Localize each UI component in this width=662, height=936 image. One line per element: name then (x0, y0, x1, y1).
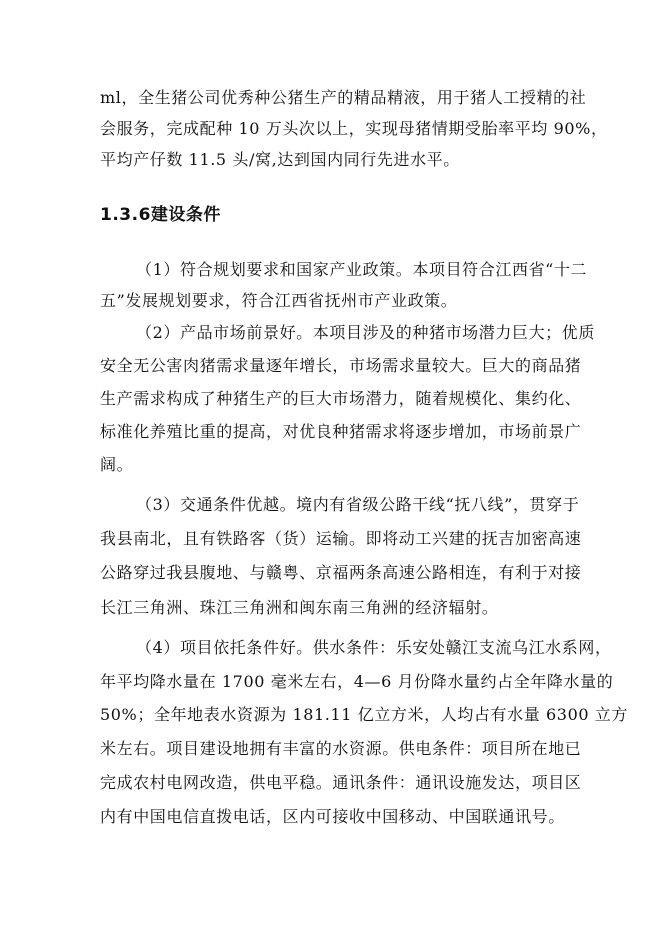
paragraph-2-line-1: （2）产品市场前景好。本项目涉及的种猪市场潜力巨大；优质 (136, 323, 595, 342)
paragraph-1-line-2: 五”发展规划要求，符合江西省抚州市产业政策。 (100, 291, 458, 310)
paragraph-3-line-4: 长江三角洲、珠江三角洲和闽东南三角洲的经济辐射。 (100, 598, 499, 617)
paragraph-2-line-2: 安全无公害肉猪需求量逐年增长，市场需求量较大。巨大的商品猪 (100, 356, 582, 375)
intro-line-1: ml，全生猪公司优秀种公猪生产的精品精液，用于猪人工授精的社 (100, 88, 587, 107)
paragraph-3-line-3: 公路穿过我县腹地、与赣粤、京福两条高速公路相连，有利于对接 (100, 563, 582, 582)
section-heading: 1.3.6建设条件 (100, 205, 221, 225)
paragraph-4-line-1: （4）项目依托条件好。供水条件：乐安处赣江支流乌江水系网， (136, 638, 612, 657)
intro-line-2: 会服务，完成配种 10 万头次以上，实现母猪情期受胎率平均 90%， (100, 119, 608, 138)
paragraph-4-line-4: 米左右。项目建设地拥有丰富的水资源。供电条件：项目所在地已 (100, 739, 582, 758)
paragraph-4-line-6: 内有中国电信直拨电话，区内可接收中国移动、中国联通讯号。 (100, 807, 565, 826)
paragraph-1-line-1: （1）符合规划要求和国家产业政策。本项目符合江西省“十二 (136, 260, 588, 279)
paragraph-2-line-3: 生产需求构成了种猪生产的巨大市场潜力，随着规模化、集约化、 (100, 389, 582, 408)
paragraph-3-line-1: （3）交通条件优越。境内有省级公路干线“抚八线”，贯穿于 (136, 495, 580, 514)
intro-line-3: 平均产仔数 11.5 头/窝,达到国内同行先进水平。 (100, 150, 460, 169)
paragraph-4-line-2: 年平均降水量在 1700 毫米左右，4—6 月份降水量约占全年降水量的 (100, 672, 614, 691)
paragraph-4-line-5: 完成农村电网改造，供电平稳。通讯条件：通讯设施发达，项目区 (100, 773, 582, 792)
paragraph-2-line-4: 标准化养殖比重的提高，对优良种猪需求将逐步增加，市场前景广 (100, 422, 582, 441)
paragraph-2-line-5: 阔。 (100, 455, 134, 474)
paragraph-4-line-3: 50%；全年地表水资源为 181.11 亿立方米，人均占有水量 6300 立方 (100, 705, 629, 724)
paragraph-3-line-2: 我县南北，且有铁路客（货）运输。即将动工兴建的抚吉加密高速 (100, 529, 582, 548)
